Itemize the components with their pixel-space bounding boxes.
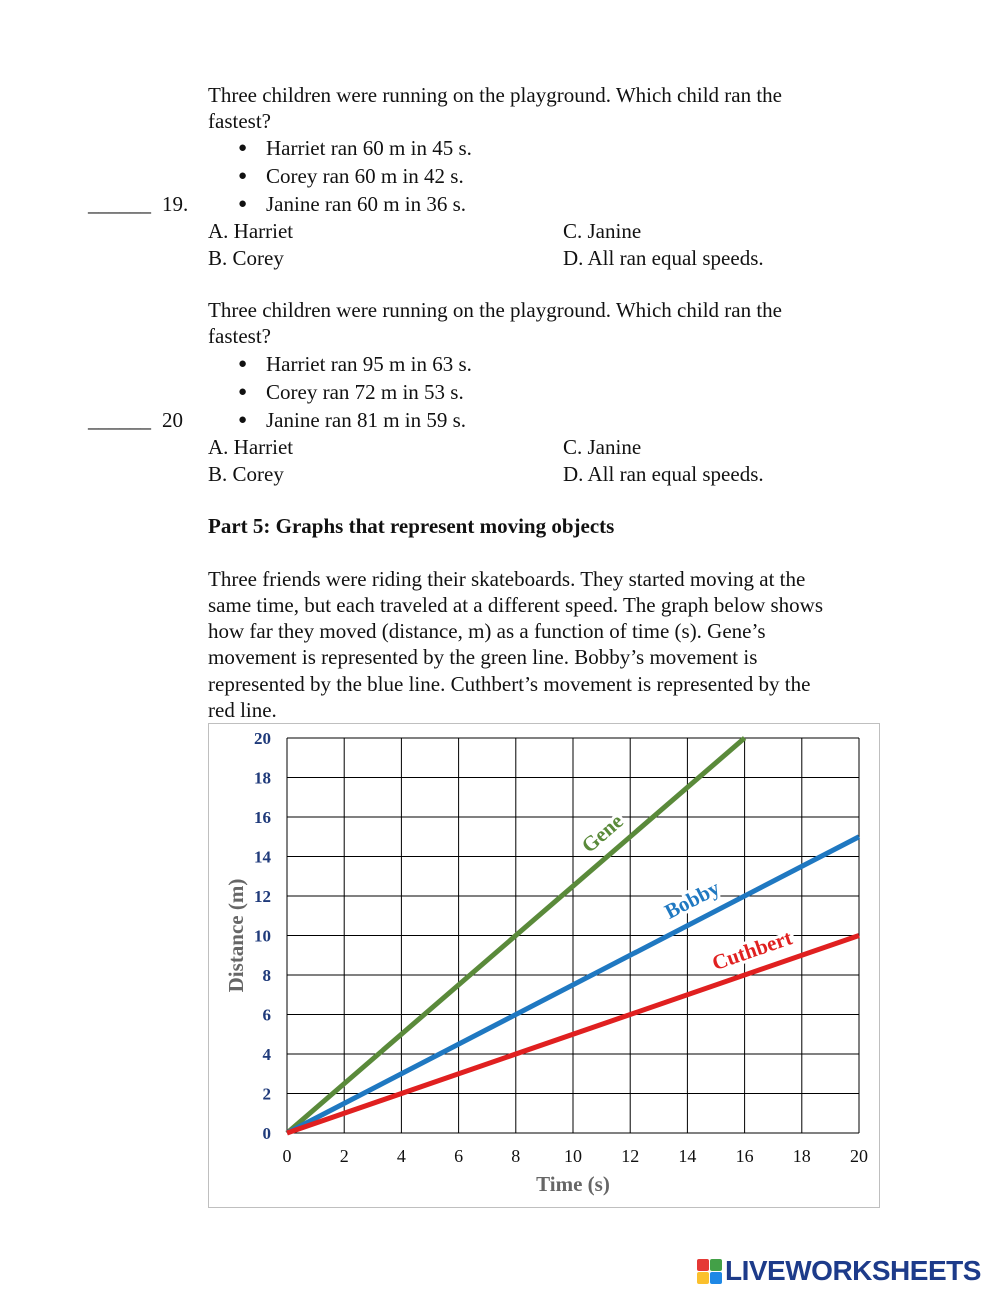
q20-option-b: B. Corey xyxy=(208,462,284,486)
x-tick-label: 8 xyxy=(511,1146,521,1166)
bullet-icon: ● xyxy=(238,196,248,212)
x-tick-label: 0 xyxy=(282,1146,292,1166)
bullet-icon: ● xyxy=(238,168,248,184)
q20-bullet-2: Corey ran 72 m in 53 s. xyxy=(266,380,464,404)
y-tick-label: 10 xyxy=(254,926,271,946)
distance-time-chart xyxy=(208,723,880,1208)
bullet-icon: ● xyxy=(238,356,248,372)
y-tick-label: 18 xyxy=(254,768,271,788)
q20-bullet-3: Janine ran 81 m in 59 s. xyxy=(266,408,467,432)
part5-paragraph-line: same time, but each traveled at a different speed. The graph below shows xyxy=(208,593,824,617)
x-tick-label: 20 xyxy=(850,1146,868,1166)
x-tick-label: 2 xyxy=(339,1146,349,1166)
x-axis-label: Time (s) xyxy=(536,1172,610,1196)
q19-bullet-1: Harriet ran 60 m in 45 s. xyxy=(266,136,472,160)
q19-prompt-line1: Three children were running on the playground. Which child ran the xyxy=(208,83,783,107)
x-tick-label: 6 xyxy=(454,1146,464,1166)
q20-option-a: A. Harriet xyxy=(208,435,294,459)
q19-prompt-line2: fastest? xyxy=(208,109,271,133)
part5-paragraph-line: how far they moved (distance, m) as a function of time (s). Gene’s xyxy=(208,619,766,643)
series-label-cuthbert: Cuthbert xyxy=(708,925,796,976)
y-tick-label: 0 xyxy=(262,1124,271,1143)
y-tick-label: 6 xyxy=(262,1005,271,1025)
q19-option-a: A. Harriet xyxy=(208,219,294,243)
liveworksheets-logo xyxy=(697,1256,981,1286)
q19-option-c: C. Janine xyxy=(563,219,642,243)
y-tick-label: 2 xyxy=(262,1084,271,1104)
logo-mark-icon xyxy=(697,1259,722,1284)
q20-prompt-line1: Three children were running on the playground. Which child ran the xyxy=(208,298,783,322)
bullet-icon: ● xyxy=(238,384,248,400)
y-tick-label: 4 xyxy=(262,1045,271,1064)
y-tick-label: 12 xyxy=(254,887,271,906)
part5-heading: Part 5: Graphs that represent moving objects xyxy=(208,514,615,538)
bullet-icon: ● xyxy=(238,140,248,156)
q20-bullet-1: Harriet ran 95 m in 63 s. xyxy=(266,352,472,376)
x-tick-label: 16 xyxy=(735,1146,754,1166)
q19-bullet-3: Janine ran 60 m in 36 s. xyxy=(266,192,467,216)
q19-option-d: D. All ran equal speeds. xyxy=(563,246,764,270)
q20-option-c: C. Janine xyxy=(563,435,642,459)
y-tick-label: 16 xyxy=(254,808,271,827)
q19-option-b: B. Corey xyxy=(208,246,284,270)
bullet-icon: ● xyxy=(238,412,248,428)
part5-paragraph-line: Three friends were riding their skateboards. They started moving at the xyxy=(208,567,806,591)
q19-answer-blank[interactable]: ______ xyxy=(88,192,151,216)
x-tick-label: 14 xyxy=(678,1146,697,1166)
x-tick-label: 4 xyxy=(396,1146,406,1166)
q20-option-d: D. All ran equal speeds. xyxy=(563,462,764,486)
series-label-bobby: Bobby xyxy=(660,875,724,924)
part5-paragraph-line: red line. xyxy=(208,698,277,722)
x-tick-label: 18 xyxy=(792,1146,811,1166)
q20-prompt-line2: fastest? xyxy=(208,324,271,348)
series-label-gene: Gene xyxy=(576,808,628,858)
logo-text: LIVEWORKSHEETS xyxy=(725,1255,981,1286)
y-tick-label: 14 xyxy=(254,847,271,867)
part5-paragraph-line: movement is represented by the green line. Bobby’s movement is xyxy=(208,645,758,669)
q20-number: 20 xyxy=(162,408,183,432)
x-tick-label: 12 xyxy=(621,1146,640,1166)
q19-bullet-2: Corey ran 60 m in 42 s. xyxy=(266,164,464,188)
q20-answer-blank[interactable]: ______ xyxy=(88,408,151,432)
y-tick-label: 20 xyxy=(254,729,271,748)
y-axis-label: Distance (m) xyxy=(224,878,248,993)
y-tick-label: 8 xyxy=(262,966,271,985)
x-tick-label: 10 xyxy=(564,1146,582,1166)
part5-paragraph-line: represented by the blue line. Cuthbert’s movement is represented by the xyxy=(208,672,811,696)
q19-number: 19. xyxy=(162,192,189,216)
